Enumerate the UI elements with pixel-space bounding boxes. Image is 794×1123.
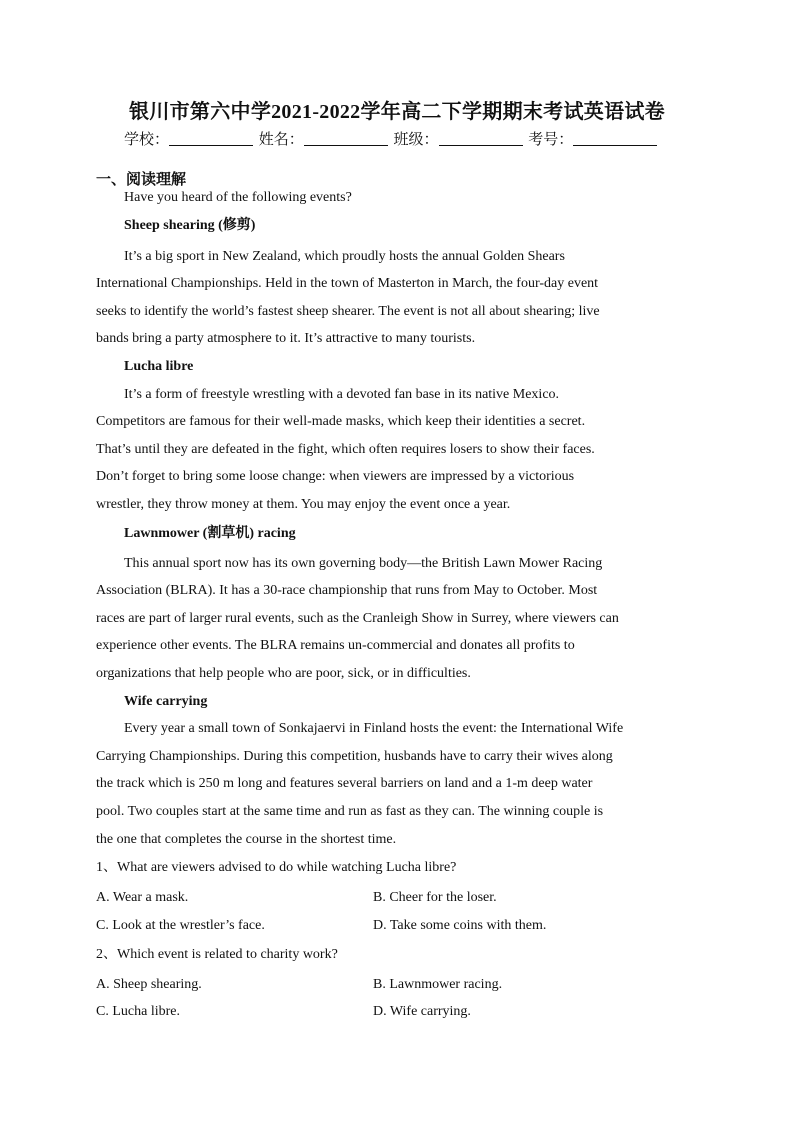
passage-line: Competitors are famous for their well-made masks, which keep their identities a secret. [96, 414, 586, 429]
passage-line: That’s until they are defeated in the fight, which often requires losers to show their faces. [96, 442, 595, 457]
question-stem: 1、What are viewers advised to do while watching Lucha libre? [96, 860, 457, 875]
passage-line: Don’t forget to bring some loose change: when viewers are impressed by a victorious [96, 469, 575, 484]
passage-line: pool. Two couples start at the same time and run as fast as they can. The winning couple is [96, 804, 604, 819]
school-blank[interactable] [169, 131, 253, 146]
passage-line: the track which is 250 m long and features several barriers on land and a 1-m deep water [96, 776, 593, 791]
school-label: 学校： [124, 132, 170, 148]
option-a[interactable]: A. Sheep shearing. [96, 977, 202, 992]
option-a[interactable]: A. Wear a mask. [96, 890, 189, 905]
option-b[interactable]: B. Lawnmower racing. [373, 977, 503, 992]
option-c[interactable]: C. Lucha libre. [96, 1004, 180, 1019]
student-info-row [124, 128, 659, 149]
passage-line: experience other events. The BLRA remains un-commercial and donates all profits to [96, 638, 575, 653]
passage-line: the one that completes the course in the shortest time. [96, 832, 397, 847]
passage-line: bands bring a party atmosphere to it. It’s attractive to many tourists. [96, 331, 476, 346]
passage-line: races are part of larger rural events, such as the Cranleigh Show in Surrey, where viewers can [96, 611, 619, 626]
option-c[interactable]: C. Look at the wrestler’s face. [96, 918, 265, 933]
passage-line: seeks to identify the world’s fastest sheep shearer. The event is not all about shearing; live [96, 304, 600, 319]
option-d[interactable]: D. Wife carrying. [373, 1004, 471, 1019]
passage-line: International Championships. Held in the town of Masterton in March, the four-day event [96, 276, 599, 291]
passage-line: Every year a small town of Sonkajaervi in Finland hosts the event: the International Wife [124, 721, 624, 736]
passage-line: It’s a big sport in New Zealand, which proudly hosts the annual Golden Shears [124, 249, 565, 264]
passage-line: This annual sport now has its own governing body—the British Lawn Mower Racing [124, 556, 603, 571]
option-d[interactable]: D. Take some coins with them. [373, 918, 547, 933]
intro-text: Have you heard of the following events? [124, 190, 352, 205]
name-label: 姓名： [258, 132, 304, 148]
exam-number-label: 考号： [528, 132, 574, 148]
class-blank[interactable] [439, 131, 523, 146]
page-title: 银川市第六中学2021-2022学年高二下学期期末考试英语试卷 [129, 101, 665, 123]
passage-line: Association (BLRA). It has a 30-race championship that runs from May to October. Most [96, 583, 598, 598]
passage-heading: Wife carrying [124, 694, 208, 709]
passage-line: Carrying Championships. During this competition, husbands have to carry their wives along [96, 749, 613, 764]
passage-heading: Lucha libre [124, 359, 194, 374]
passage-line: organizations that help people who are poor, sick, or in difficulties. [96, 666, 471, 681]
passage-line: wrestler, they throw money at them. You may enjoy the event once a year. [96, 497, 511, 512]
exam-number-blank[interactable] [573, 131, 657, 146]
name-blank[interactable] [304, 131, 388, 146]
class-label: 班级： [393, 132, 439, 148]
passage-heading: Lawnmower (割草机) racing [124, 526, 296, 541]
passage-heading: Sheep shearing (修剪) [124, 218, 256, 233]
option-b[interactable]: B. Cheer for the loser. [373, 890, 497, 905]
passage-line: It’s a form of freestyle wrestling with a devoted fan base in its native Mexico. [124, 387, 560, 402]
question-stem: 2、Which event is related to charity work? [96, 947, 338, 962]
section-heading: 一、阅读理解 [96, 172, 187, 188]
